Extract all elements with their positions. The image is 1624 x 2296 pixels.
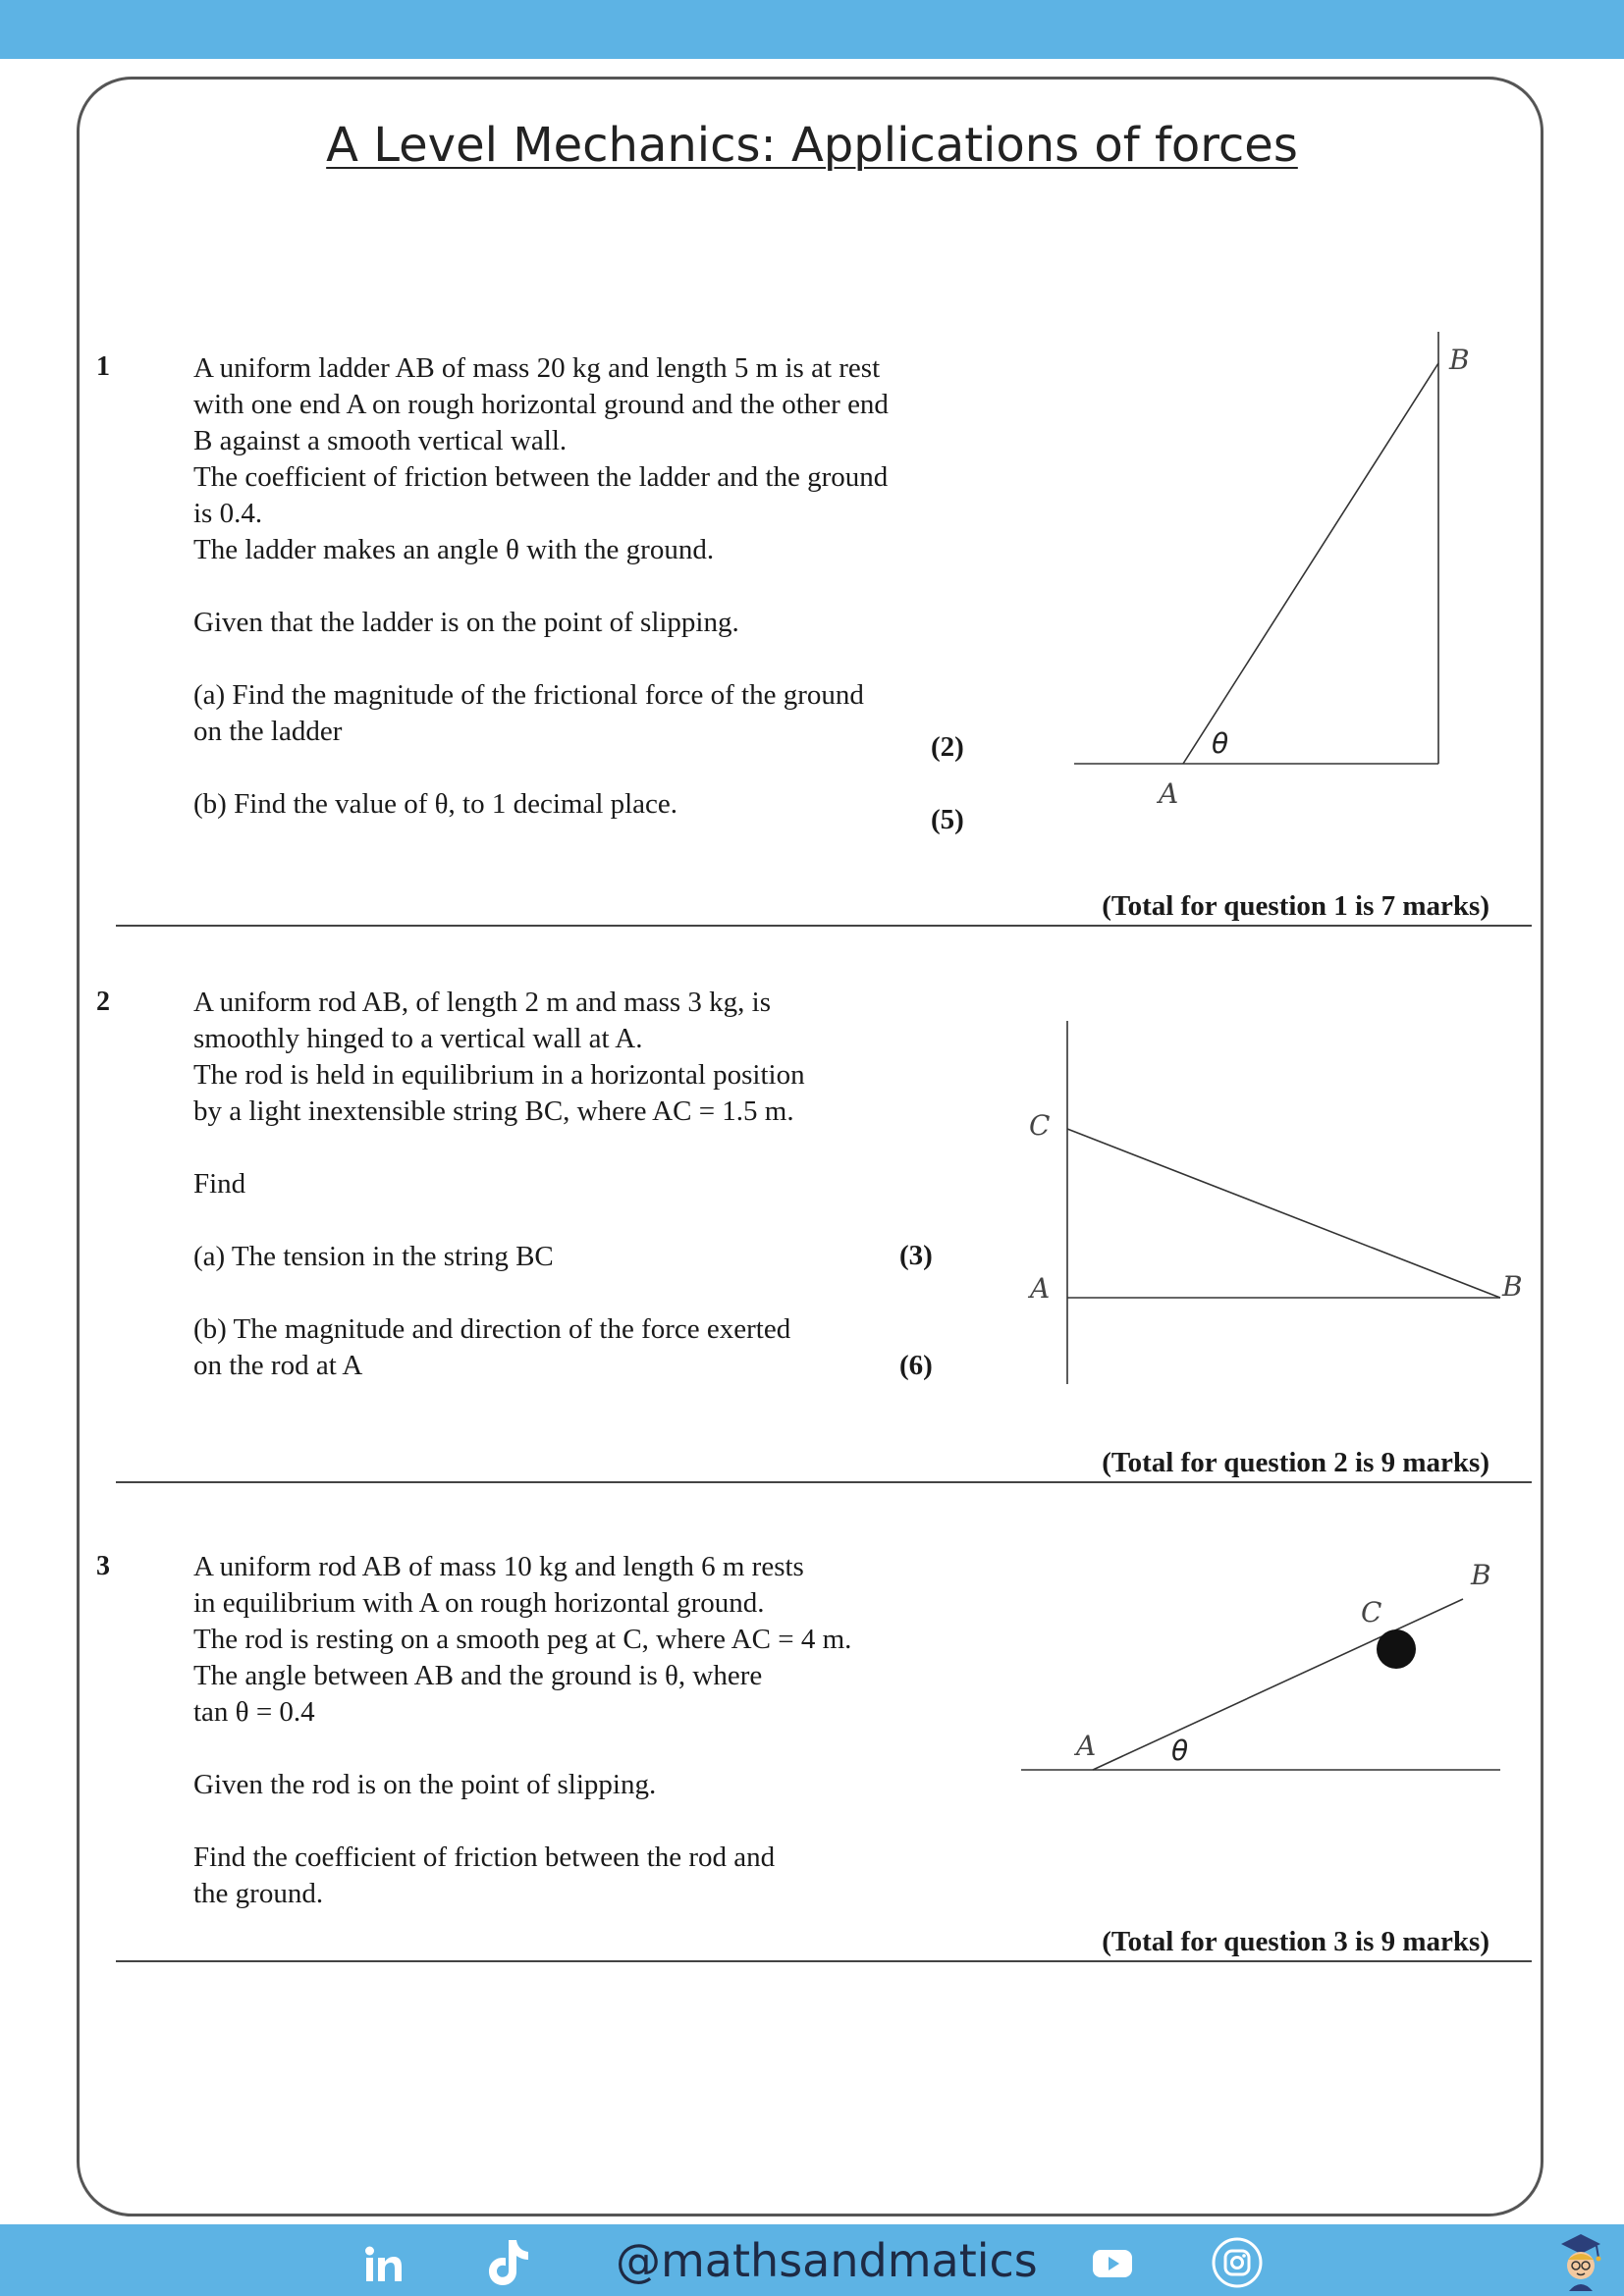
q1-line: A uniform ladder AB of mass 20 kg and length 5 m is at rest <box>193 352 881 384</box>
q2-total: (Total for question 2 is 9 marks) <box>1102 1447 1489 1478</box>
q2-part-b: (b) The magnitude and direction of the force exerted <box>193 1313 791 1345</box>
string-line <box>1067 1129 1500 1298</box>
q3-label-b: B <box>1471 1559 1491 1591</box>
q1-line: is 0.4. <box>193 498 263 529</box>
q3-given: Given the rod is on the point of slipping. <box>193 1769 657 1800</box>
q2-find: Find <box>193 1168 246 1200</box>
q1-part-a-cont: on the ladder <box>193 716 343 747</box>
q2-label-c: C <box>1029 1109 1051 1142</box>
q1-part-a-marks: (2) <box>931 731 964 763</box>
tiktok-icon[interactable] <box>487 2238 532 2287</box>
social-handle[interactable]: @mathsandmatics <box>616 2234 1038 2287</box>
question-2-number: 2 <box>96 987 110 1017</box>
linkedin-icon[interactable] <box>364 2246 404 2283</box>
q1-angle-theta: θ <box>1212 727 1229 760</box>
mascot-icon <box>1557 2230 1604 2291</box>
q3-line: in equilibrium with A on rough horizontal ground. <box>193 1587 765 1619</box>
q2-line: The rod is held in equilibrium in a horizontal position <box>193 1059 805 1091</box>
rod-diagram <box>1067 1021 1500 1384</box>
instagram-icon[interactable] <box>1212 2237 1263 2288</box>
q2-label-b: B <box>1502 1270 1523 1303</box>
q2-line: smoothly hinged to a vertical wall at A. <box>193 1023 643 1054</box>
q3-label-c: C <box>1361 1596 1382 1629</box>
ladder-line <box>1183 363 1438 764</box>
q2-part-a: (a) The tension in the string BC <box>193 1241 554 1272</box>
ladder-diagram <box>1074 332 1438 764</box>
page-title: A Level Mechanics: Applications of forces <box>326 118 1298 173</box>
question-3-number: 3 <box>96 1551 110 1581</box>
q1-part-b-marks: (5) <box>931 804 964 835</box>
q1-label-b: B <box>1449 344 1470 376</box>
q1-part-b: (b) Find the value of θ, to 1 decimal place. <box>193 788 678 820</box>
q1-line: with one end A on rough horizontal ground and the other end <box>193 389 889 420</box>
q3-angle-theta: θ <box>1171 1735 1189 1767</box>
peg-circle <box>1377 1629 1416 1669</box>
q2-part-b-marks: (6) <box>899 1350 933 1381</box>
q1-part-a: (a) Find the magnitude of the frictional force of the ground <box>193 679 864 711</box>
q3-find: Find the coefficient of friction between the rod and <box>193 1842 776 1873</box>
q3-total: (Total for question 3 is 9 marks) <box>1102 1926 1489 1957</box>
q2-line: A uniform rod AB, of length 2 m and mass 3 kg, is <box>193 987 772 1018</box>
q2-line: by a light inextensible string BC, where AC = 1.5 m. <box>193 1095 794 1127</box>
q3-find-cont: the ground. <box>193 1878 324 1909</box>
q1-line: B against a smooth vertical wall. <box>193 425 568 456</box>
youtube-icon[interactable] <box>1092 2248 1133 2279</box>
q1-given: Given that the ladder is on the point of slipping. <box>193 607 739 638</box>
q2-label-a: A <box>1030 1272 1051 1305</box>
footer <box>0 2224 1624 2296</box>
q3-line: The rod is resting on a smooth peg at C, where AC = 4 m. <box>193 1624 852 1655</box>
q2-part-b-cont: on the rod at A <box>193 1350 363 1381</box>
q1-total: (Total for question 1 is 7 marks) <box>1102 890 1489 922</box>
q2-part-a-marks: (3) <box>899 1240 933 1271</box>
q3-label-a: A <box>1076 1730 1097 1762</box>
q3-line: A uniform rod AB of mass 10 kg and length 6 m rests <box>193 1551 804 1582</box>
q3-line: tan θ = 0.4 <box>193 1696 315 1728</box>
q1-line: The coefficient of friction between the ladder and the ground <box>193 461 889 493</box>
q3-line: The angle between AB and the ground is θ, where <box>193 1660 763 1691</box>
rod-line <box>1093 1599 1463 1770</box>
q1-line: The ladder makes an angle θ with the ground. <box>193 534 715 565</box>
question-1-number: 1 <box>96 351 110 382</box>
q1-label-a: A <box>1159 777 1179 810</box>
